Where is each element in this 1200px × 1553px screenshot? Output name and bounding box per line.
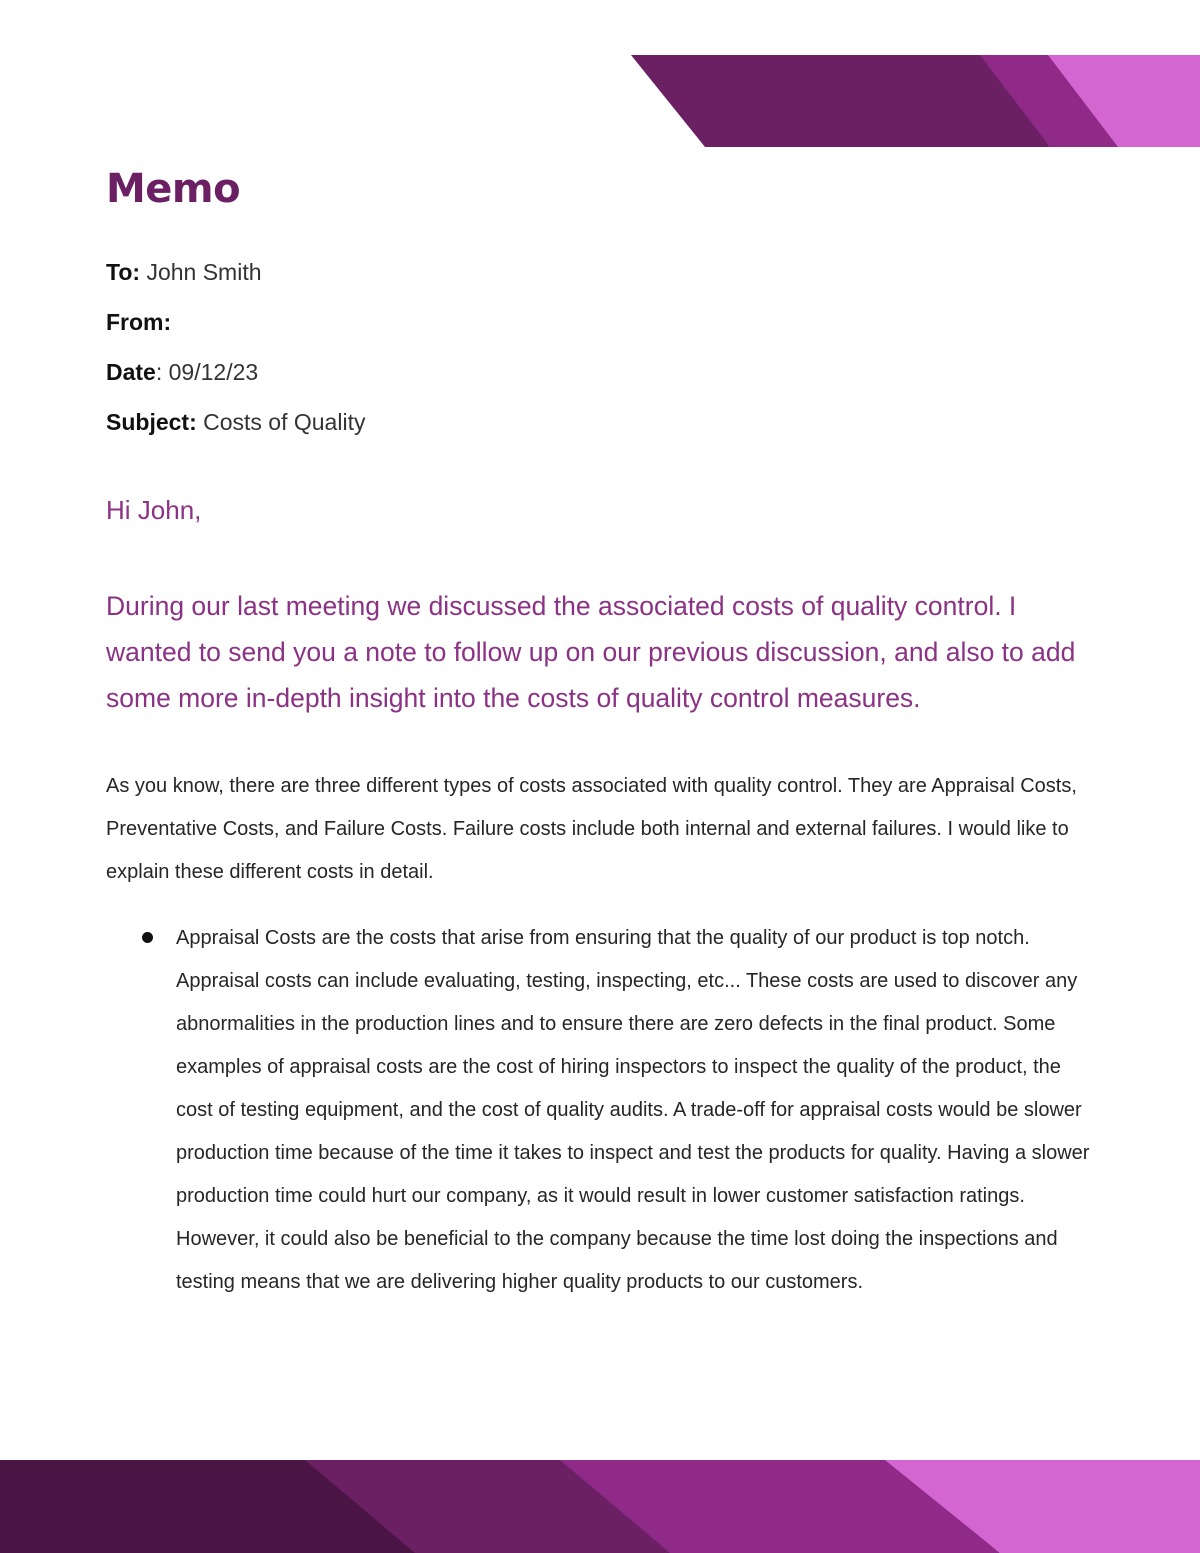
from-label: From: [106,309,172,335]
subject-value: Costs of Quality [196,409,366,435]
cost-types-list [106,917,1096,1304]
body-paragraph: As you know, there are three different types of costs associated with quality control. They are Appraisal Costs, Preventative Costs, and Failure Costs. Failure costs include both internal and external failures. I would like to explain these different costs in detail. [106,775,1077,883]
top-decorative-banner [0,0,1200,150]
date-value: : 09/12/23 [155,359,259,385]
to-field [106,257,262,287]
list-item-text: Appraisal Costs are the costs that arise from ensuring that the quality of our product is top notch. Appraisal costs can include evaluating, testing, inspecting, etc... These costs are used to discover any abnormalities in the production lines and to ensure there are zero defects in the final product. Some examples of appraisal costs are the cost of hiring inspectors to inspect the quality of the product, the cost of testing equipment, and the cost of quality audits. A trade-off for appraisal costs would be slower production time because of the time it takes to inspect and test the products for quality. Having a slower production time could hurt our company, as it would result in lower customer satisfaction ratings. However, it could also be beneficial to the company because the time lost doing the inspections and testing means that we are delivering higher quality products to our customers. [176,927,1090,1293]
date-field [106,357,258,387]
bullet-icon [142,932,153,943]
memo-title: Memo [106,166,241,212]
date-label: Date [106,359,156,385]
banner-top-dark-stripe [631,55,1050,147]
subject-field [106,407,365,437]
greeting: Hi John, [106,495,202,525]
list-item [106,917,1096,1304]
subject-label: Subject: [106,409,197,435]
bottom-decorative-banner [0,1460,1200,1553]
lead-paragraph: During our last meeting we discussed the associated costs of quality control. I wanted to send you a note to follow up on our previous discussion, and also to add some more in-depth insight into the costs of quality control measures. [106,591,1076,713]
to-label: To: [106,259,141,285]
to-value: John Smith [140,259,262,285]
from-field [106,307,171,337]
